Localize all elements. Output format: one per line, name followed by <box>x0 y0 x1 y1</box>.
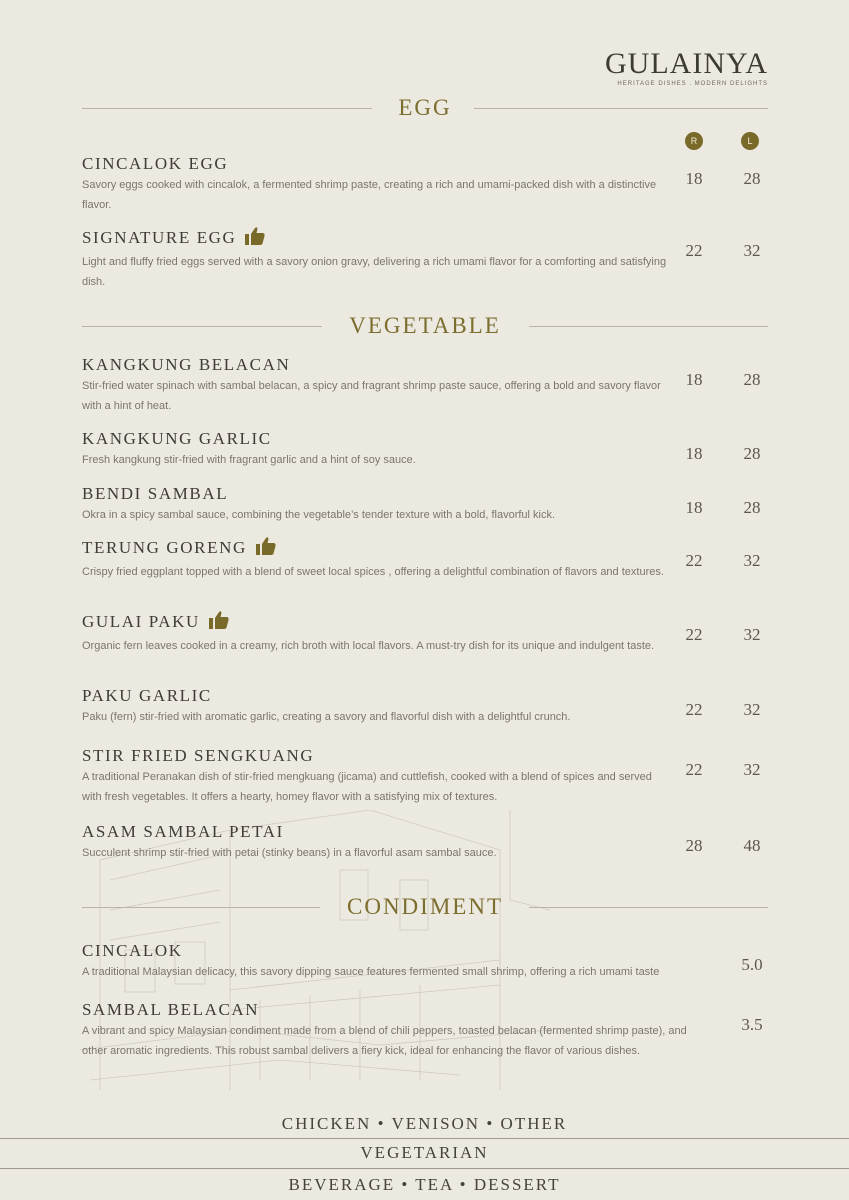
price-regular: 22 <box>685 625 703 644</box>
price-regular: 22 <box>685 241 703 260</box>
price-large: 28 <box>743 498 761 517</box>
regular-size-badge: R <box>685 132 703 150</box>
item-name-row <box>82 536 672 562</box>
menu-item <box>82 226 672 292</box>
menu-item <box>82 610 672 656</box>
section-heading-egg <box>82 93 768 123</box>
large-size-badge: L <box>741 132 759 150</box>
price-large: 32 <box>743 241 761 260</box>
price-large: 28 <box>743 370 761 389</box>
price-large: 48 <box>743 836 761 855</box>
item-description: Paku (fern) stir-fried with aromatic garlic, creating a savory and flavorful dish with a delightful crunch. <box>82 711 571 723</box>
item-description: Succulent shrimp stir-fried with petai (stinky beans) in a flavorful asam sambal sauce. <box>82 847 497 859</box>
menu-item <box>82 428 672 470</box>
price-large: 32 <box>743 625 761 644</box>
item-description: Savory eggs cooked with cincalok, a fermented shrimp paste, creating a rich and umami-packed dish with a distinctive flavor. <box>82 179 657 211</box>
menu-item <box>82 999 712 1061</box>
menu-item <box>82 483 672 525</box>
item-name: KANGKUNG BELACAN <box>82 355 291 374</box>
menu-item <box>82 821 672 863</box>
item-description: Okra in a spicy sambal sauce, combining the vegetable’s tender texture with a bold, flavorful kick. <box>82 509 556 521</box>
section-title: CONDIMENT <box>347 894 503 919</box>
section-heading-vegetable <box>82 311 768 341</box>
item-description: Stir-fried water spinach with sambal belacan, a spicy and fragrant shrimp paste sauce, offering a bold and savory flavor with a hint of heat. <box>82 380 661 412</box>
menu-item <box>82 536 672 582</box>
section-title: VEGETABLE <box>349 313 501 338</box>
brand-logo <box>605 48 768 87</box>
menu-item <box>82 940 712 982</box>
item-description: Organic fern leaves cooked in a creamy, rich broth with local flavors. A must-try dish for its unique and indulgent taste. <box>82 640 655 652</box>
item-description: A traditional Malaysian delicacy, this savory dipping sauce features fermented small shrimp, offering a rich umami taste <box>82 966 660 978</box>
recommended-thumbs-up-icon <box>255 536 277 562</box>
item-name: STIR FRIED SENGKUANG <box>82 746 315 765</box>
brand-tagline: HERITAGE DISHES . MODERN DELIGHTS <box>617 81 768 87</box>
menu-item <box>82 153 672 215</box>
item-name: CINCALOK <box>82 941 183 960</box>
recommended-thumbs-up-icon <box>208 610 230 636</box>
item-name: KANGKUNG GARLIC <box>82 429 272 448</box>
footer-divider <box>0 1168 849 1169</box>
price-regular: 22 <box>685 700 703 719</box>
price-single: 3.5 <box>741 1015 763 1034</box>
item-name-row <box>82 226 672 252</box>
price-regular: 22 <box>685 760 703 779</box>
item-description: Fresh kangkung stir-fried with fragrant garlic and a hint of soy sauce. <box>82 454 416 466</box>
item-description: Crispy fried eggplant topped with a blend of sweet local spices , offering a delightful combination of flavors and textures. <box>82 566 664 578</box>
item-name: GULAI PAKU <box>82 612 200 631</box>
price-regular: 18 <box>685 169 703 188</box>
item-name: BENDI SAMBAL <box>82 484 229 503</box>
price-regular: 18 <box>685 444 703 463</box>
price-single: 5.0 <box>741 955 763 974</box>
price-large: 32 <box>743 760 761 779</box>
item-description: A traditional Peranakan dish of stir-fried mengkuang (jicama) and cuttlefish, cooked with a blend of spices and served with fresh vegetables. It offers a hearty, homey flavor with a satisfying mix of textures. <box>82 771 652 803</box>
item-name: PAKU GARLIC <box>82 686 212 705</box>
item-name: CINCALOK EGG <box>82 154 229 173</box>
footer-nav-chicken-venison-other[interactable]: CHICKEN • VENISON • OTHER <box>281 1114 568 1133</box>
item-name: TERUNG GORENG <box>82 538 247 557</box>
price-regular: 18 <box>685 370 703 389</box>
menu-item <box>82 745 672 807</box>
price-regular: 22 <box>685 551 703 570</box>
item-name-row <box>82 610 672 636</box>
item-description: A vibrant and spicy Malaysian condiment made from a blend of chili peppers, toasted belacan (fermented shrimp paste), and other aromatic ingredients. This robust sambal delivers a fiery kick, ideal for enhancing the flavor of various dishes. <box>82 1025 687 1057</box>
footer-divider <box>0 1138 849 1139</box>
brand-name: GULAINYA <box>605 47 768 80</box>
section-title: EGG <box>398 95 452 120</box>
section-heading-condiment <box>82 892 768 922</box>
footer-nav-beverage-tea-dessert[interactable]: BEVERAGE • TEA • DESSERT <box>288 1175 561 1194</box>
item-name: ASAM SAMBAL PETAI <box>82 822 284 841</box>
menu-item <box>82 685 672 727</box>
price-large: 32 <box>743 551 761 570</box>
price-regular: 18 <box>685 498 703 517</box>
item-name: SAMBAL BELACAN <box>82 1000 260 1019</box>
recommended-thumbs-up-icon <box>244 226 266 252</box>
item-name: SIGNATURE EGG <box>82 228 237 247</box>
item-description: Light and fluffy fried eggs served with a savory onion gravy, delivering a rich umami flavor for a comforting and satisfying dish. <box>82 256 667 288</box>
menu-item <box>82 354 672 416</box>
price-large: 28 <box>743 444 761 463</box>
price-large: 32 <box>743 700 761 719</box>
price-regular: 28 <box>685 836 703 855</box>
price-large: 28 <box>743 169 761 188</box>
footer-nav-vegetarian[interactable]: VEGETARIAN <box>360 1143 489 1162</box>
